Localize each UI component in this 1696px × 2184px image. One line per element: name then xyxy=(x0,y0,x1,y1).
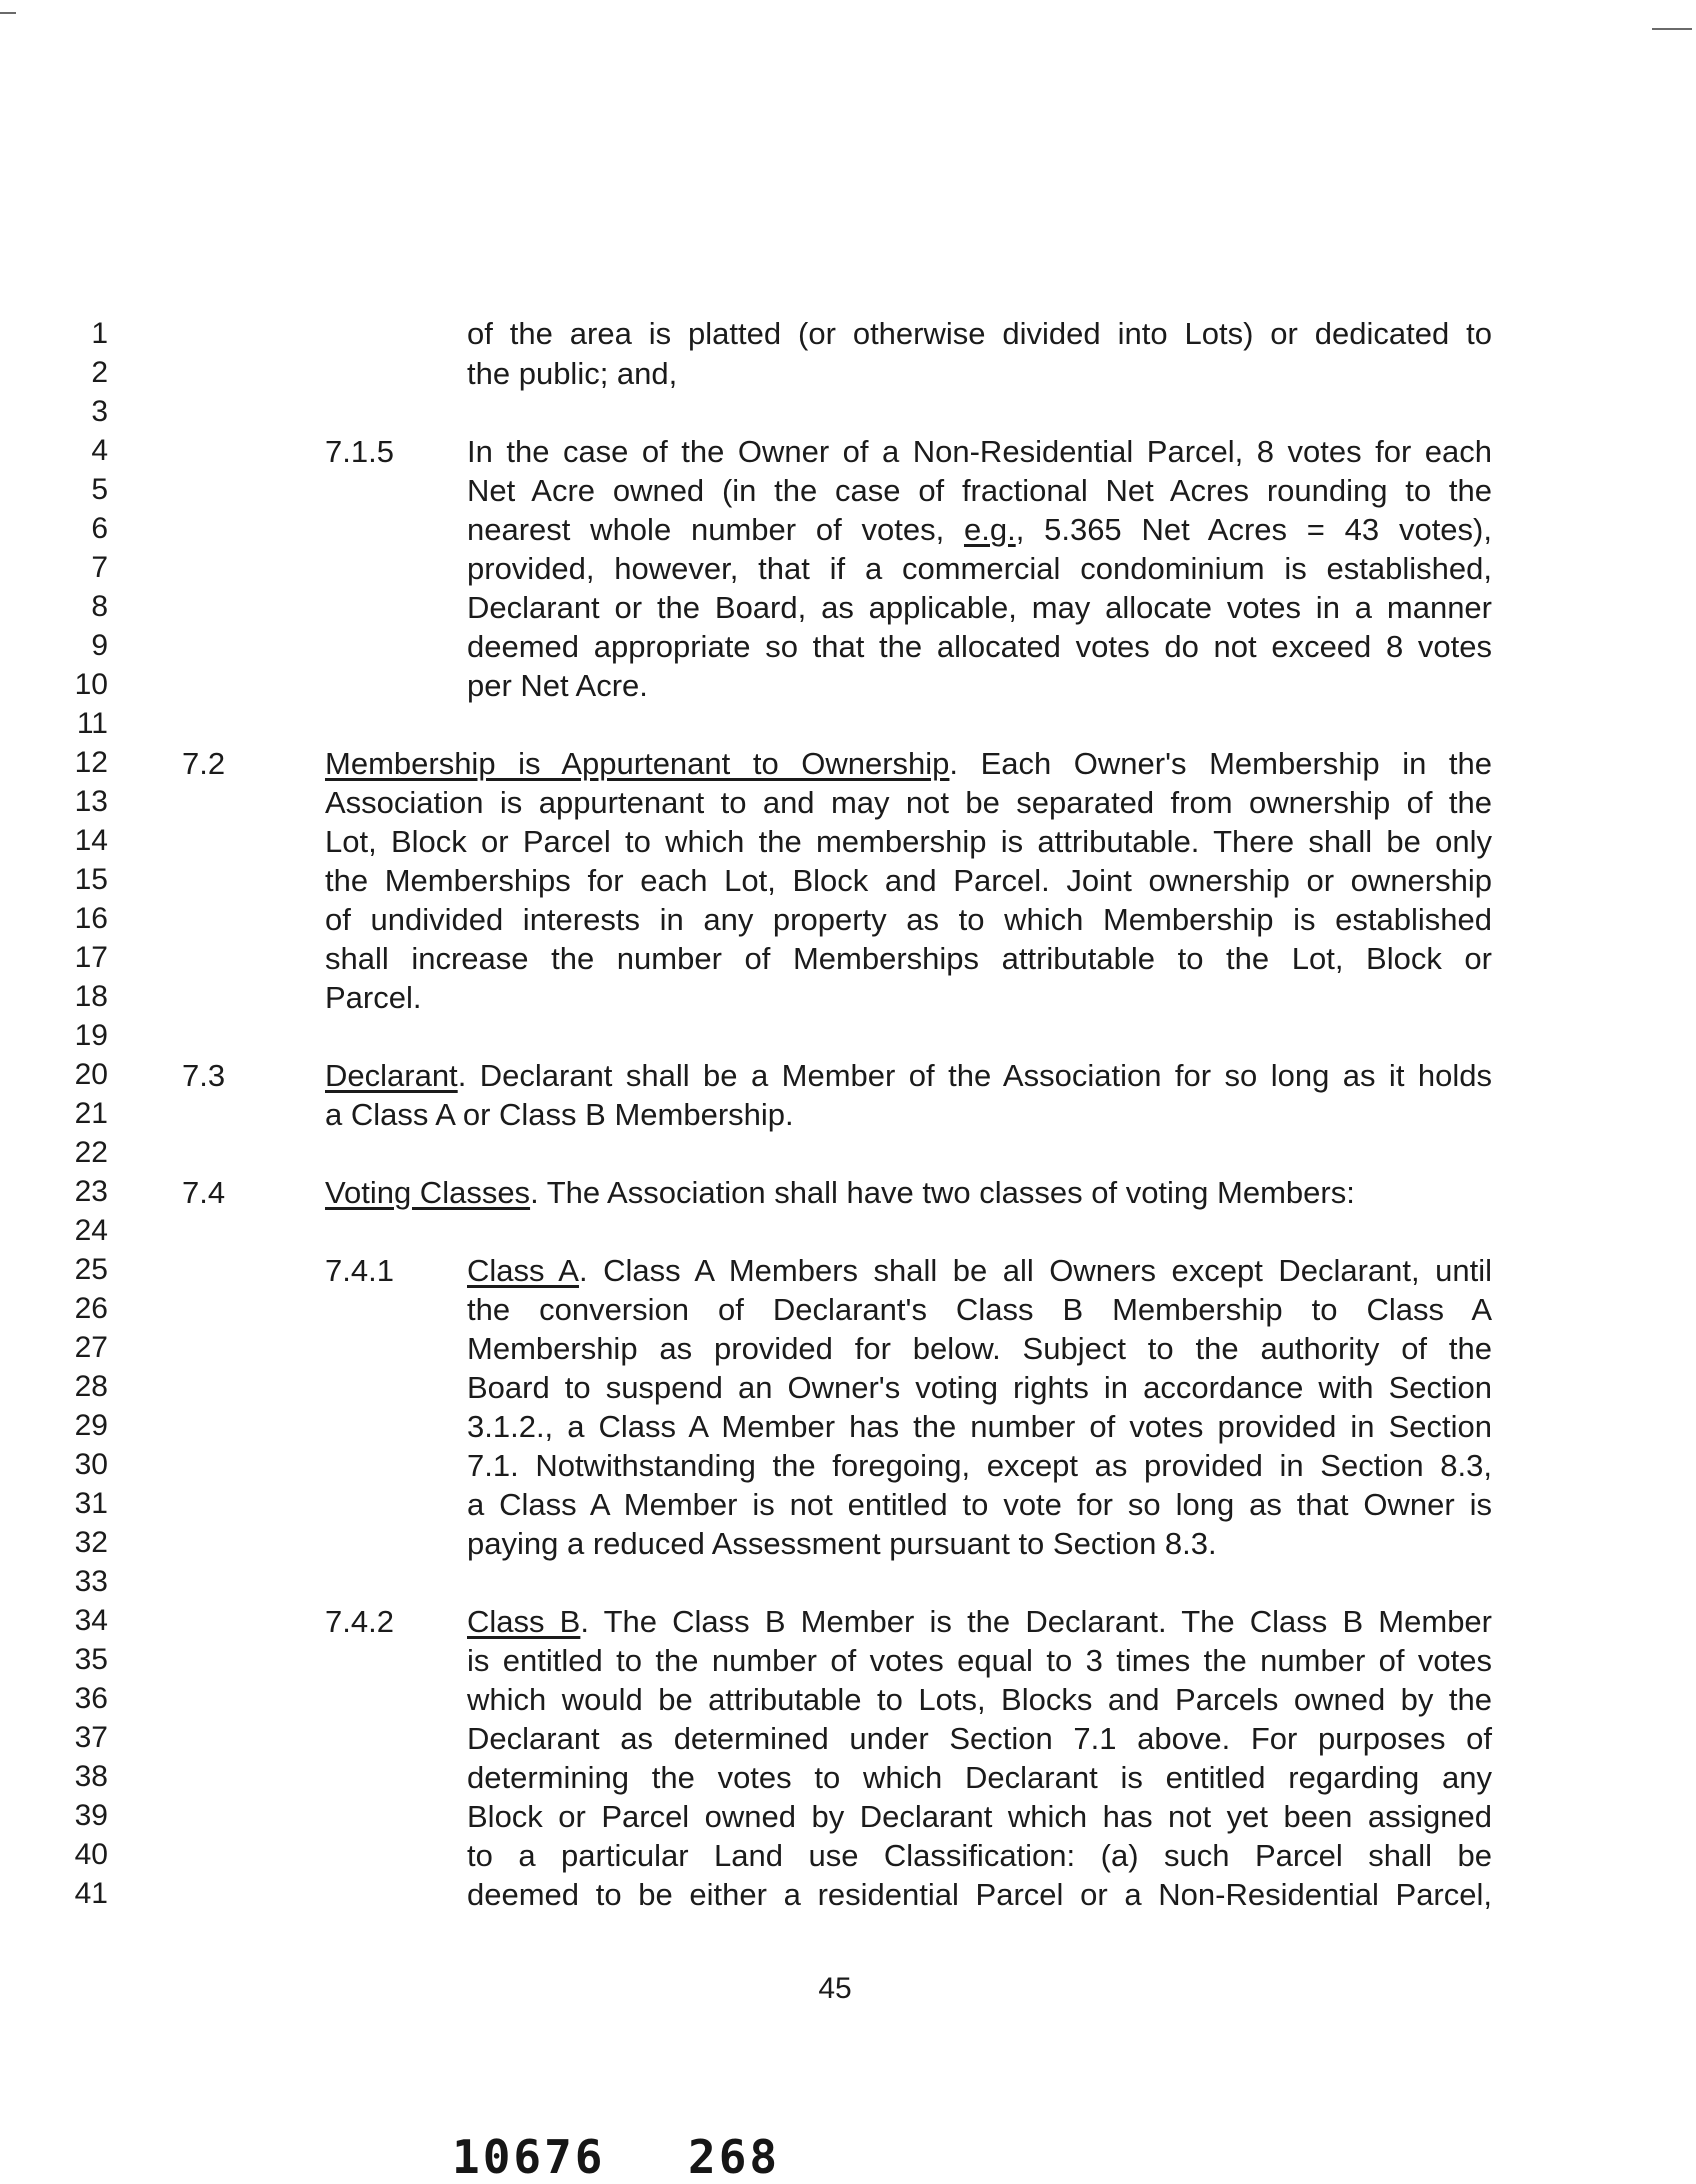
line-number: 23 xyxy=(74,1175,108,1208)
line-number: 12 xyxy=(74,746,108,779)
line-number: 11 xyxy=(76,707,108,740)
line-number: 10 xyxy=(74,668,108,701)
line-number: 18 xyxy=(74,980,108,1013)
page-number: 45 xyxy=(818,1972,852,2005)
paragraph-line: nearest whole number of votes, e.g., 5.365 Net Acres = 43 votes), xyxy=(467,512,1492,547)
paragraph-line: Declarant or the Board, as applicable, may allocate votes in a manner xyxy=(467,590,1492,625)
line-number: 4 xyxy=(91,434,108,467)
line-number: 8 xyxy=(91,590,108,623)
section-number-7-1-5: 7.1.5 xyxy=(325,434,394,469)
paragraph-line: the public; and, xyxy=(467,356,678,391)
line-number: 20 xyxy=(74,1058,108,1091)
paragraph-line: the Memberships for each Lot, Block and Parcel. Joint ownership or ownership xyxy=(325,863,1492,898)
line-number: 32 xyxy=(74,1526,108,1559)
line-number: 24 xyxy=(74,1214,108,1247)
section-heading-membership: Membership is Appurtenant to Ownership xyxy=(325,746,950,781)
section-heading-class-b: Class B xyxy=(467,1604,581,1639)
paragraph-line: Parcel. xyxy=(325,980,422,1015)
paragraph-line: Block or Parcel owned by Declarant which has not yet been assigned xyxy=(467,1799,1492,1834)
line-number: 17 xyxy=(74,941,108,974)
line-number: 28 xyxy=(74,1370,108,1403)
paragraph-line: a Class A or Class B Membership. xyxy=(325,1097,794,1132)
line-number: 16 xyxy=(74,902,108,935)
line-number: 13 xyxy=(74,785,108,818)
line-number: 38 xyxy=(74,1760,108,1793)
paragraph-line: to a particular Land use Classification: (a) such Parcel shall be xyxy=(467,1838,1492,1873)
paragraph-line: Voting Classes. The Association shall have two classes of voting Members: xyxy=(325,1175,1355,1210)
line-number: 35 xyxy=(74,1643,108,1676)
line-number: 36 xyxy=(74,1682,108,1715)
line-number: 30 xyxy=(74,1448,108,1481)
paragraph-line: provided, however, that if a commercial condominium is established, xyxy=(467,551,1492,586)
paragraph-line: Membership as provided for below. Subject to the authority of the xyxy=(467,1331,1492,1366)
recording-stamp-book: 10676 xyxy=(452,2130,606,2184)
paragraph-line: of the area is platted (or otherwise divided into Lots) or dedicated to xyxy=(467,316,1492,351)
paragraph-line: of undivided interests in any property as to which Membership is established xyxy=(325,902,1492,937)
paragraph-line: Declarant as determined under Section 7.1 above. For purposes of xyxy=(467,1721,1492,1756)
scan-edge-mark xyxy=(0,12,16,14)
paragraph-line: deemed appropriate so that the allocated votes do not exceed 8 votes xyxy=(467,629,1492,664)
line-number: 40 xyxy=(74,1838,108,1871)
line-number: 26 xyxy=(74,1292,108,1325)
paragraph-line: shall increase the number of Memberships attributable to the Lot, Block or xyxy=(325,941,1492,976)
line-number: 25 xyxy=(74,1253,108,1286)
line-number: 15 xyxy=(74,863,108,896)
line-number: 3 xyxy=(91,395,108,428)
section-number-7-4-2: 7.4.2 xyxy=(325,1604,394,1639)
paragraph-line: determining the votes to which Declarant is entitled regarding any xyxy=(467,1760,1492,1795)
line-number: 37 xyxy=(74,1721,108,1754)
section-number-7-2: 7.2 xyxy=(182,746,226,781)
recording-stamp-page: 268 xyxy=(688,2130,781,2184)
line-number: 31 xyxy=(74,1487,108,1520)
paragraph-line: 7.1. Notwithstanding the foregoing, except as provided in Section 8.3, xyxy=(467,1448,1492,1483)
line-number: 22 xyxy=(74,1136,108,1169)
section-number-7-4-1: 7.4.1 xyxy=(325,1253,394,1288)
line-number: 2 xyxy=(91,356,108,389)
line-number: 21 xyxy=(74,1097,108,1130)
paragraph-line: which would be attributable to Lots, Blocks and Parcels owned by the xyxy=(467,1682,1492,1717)
line-number: 1 xyxy=(91,317,108,350)
paragraph-line: Board to suspend an Owner's voting rights in accordance with Section xyxy=(467,1370,1492,1405)
paragraph-line: 3.1.2., a Class A Member has the number of votes provided in Section xyxy=(467,1409,1492,1444)
section-heading-declarant: Declarant xyxy=(325,1058,458,1093)
line-number: 19 xyxy=(74,1019,108,1052)
paragraph-line: per Net Acre. xyxy=(467,668,648,703)
eg-abbreviation: e.g. xyxy=(963,512,1016,547)
paragraph-line: Membership is Appurtenant to Ownership. Each Owner's Membership in the xyxy=(325,746,1492,781)
paragraph-line: a Class A Member is not entitled to vote for so long as that Owner is xyxy=(467,1487,1492,1522)
line-number: 29 xyxy=(74,1409,108,1442)
paragraph-line: paying a reduced Assessment pursuant to Section 8.3. xyxy=(467,1526,1217,1561)
paragraph-line: In the case of the Owner of a Non-Residential Parcel, 8 votes for each xyxy=(467,434,1492,469)
paragraph-line: is entitled to the number of votes equal to 3 times the number of votes xyxy=(467,1643,1492,1678)
section-heading-class-a: Class A xyxy=(467,1253,579,1288)
paragraph-line: Lot, Block or Parcel to which the membership is attributable. There shall be only xyxy=(325,824,1492,859)
paragraph-line: Association is appurtenant to and may not be separated from ownership of the xyxy=(325,785,1492,820)
paragraph-line: Net Acre owned (in the case of fractional Net Acres rounding to the xyxy=(467,473,1492,508)
line-number: 9 xyxy=(91,629,108,662)
line-number: 27 xyxy=(74,1331,108,1364)
section-heading-voting-classes: Voting Classes xyxy=(325,1175,531,1210)
paragraph-line: Class A. Class A Members shall be all Owners except Declarant, until xyxy=(467,1253,1492,1288)
paragraph-line: Declarant. Declarant shall be a Member of the Association for so long as it holds xyxy=(325,1058,1492,1093)
line-number: 6 xyxy=(91,512,108,545)
section-number-7-4: 7.4 xyxy=(182,1175,226,1210)
paragraph-line: Class B. The Class B Member is the Declarant. The Class B Member xyxy=(467,1604,1492,1639)
paragraph-line: deemed to be either a residential Parcel or a Non-Residential Parcel, xyxy=(467,1877,1492,1912)
line-number: 34 xyxy=(74,1604,108,1637)
line-number: 14 xyxy=(74,824,108,857)
line-number: 7 xyxy=(91,551,108,584)
scan-edge-mark xyxy=(1652,28,1692,30)
line-number: 39 xyxy=(74,1799,108,1832)
line-number: 41 xyxy=(74,1877,108,1910)
paragraph-line: the conversion of Declarant's Class B Membership to Class A xyxy=(467,1292,1492,1327)
line-number: 5 xyxy=(91,473,108,506)
section-number-7-3: 7.3 xyxy=(182,1058,226,1093)
line-number: 33 xyxy=(74,1565,108,1598)
